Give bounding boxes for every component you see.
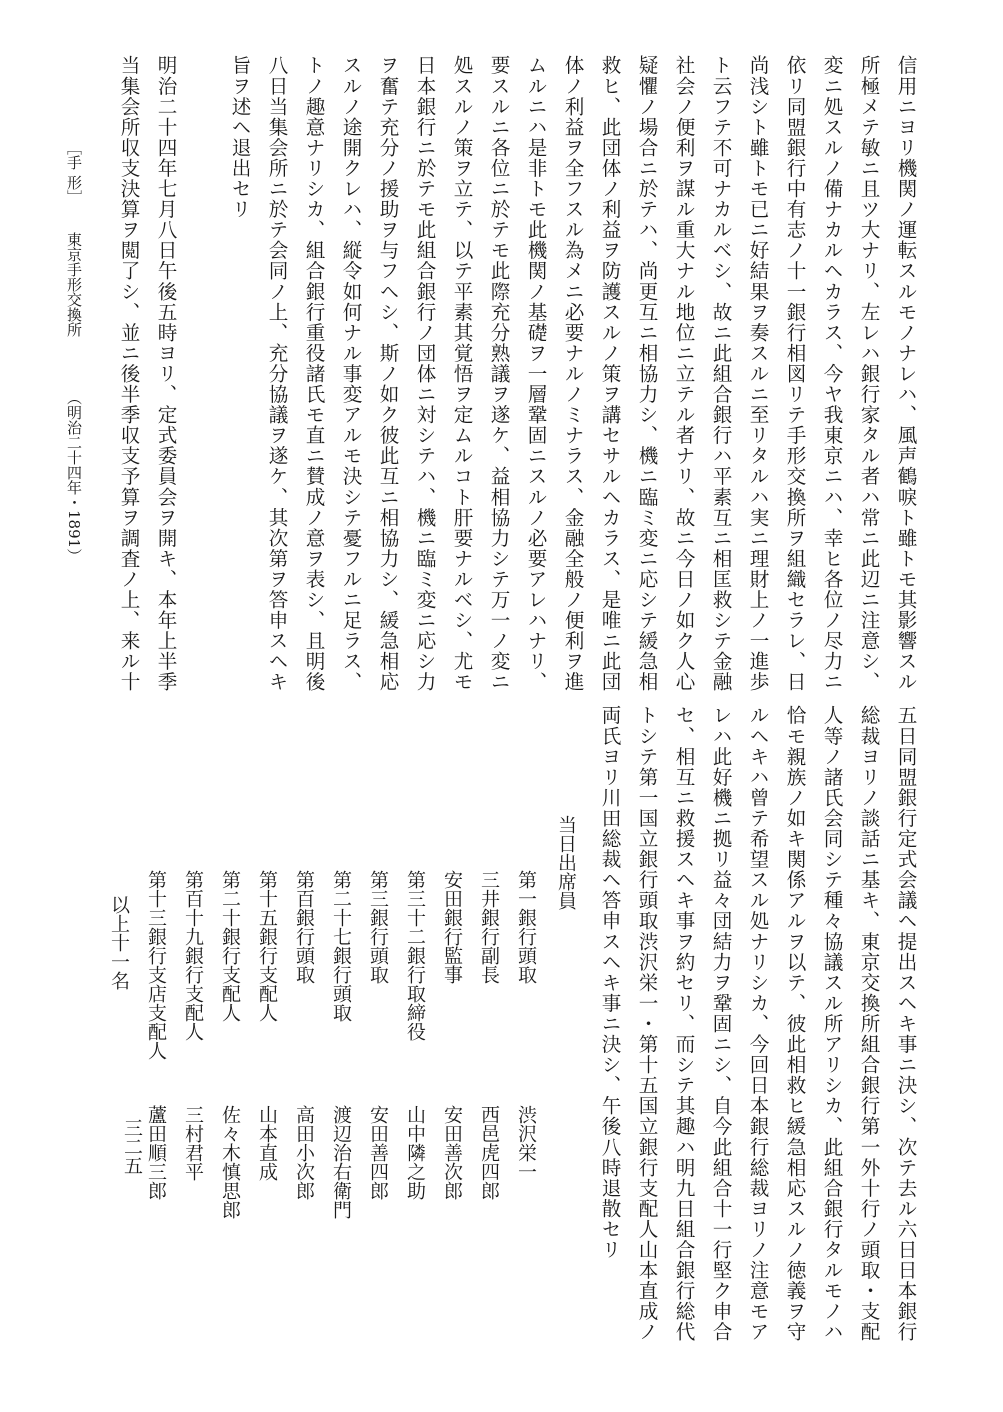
text-column: 当集会所収支決算ヲ閲了シ、並ニ後半季収支予算ヲ調査ノ上、来ル十 (117, 55, 140, 693)
text-column: 疑懼ノ場合ニ於テハ、尚更互ニ相協力シ、機ニ臨ミ変ニ応シテ緩急相 (635, 55, 658, 693)
attendee-name: 安田善四郎 (367, 1105, 389, 1200)
text-column: 所極メテ敏ニ且ツ大ナリ、左レハ銀行家タル者ハ常ニ此辺ニ注意シ、 (857, 55, 880, 693)
attendee-name: 高田小次郎 (293, 1105, 315, 1200)
attendee-title: 第二十銀行支配人 (219, 870, 241, 1022)
text-column: 五日同盟銀行定式会議ヘ提出スヘキ事ニ決シ、次テ去ル六日日本銀行 (894, 705, 917, 1343)
attendee-title: 第百十九銀行支配人 (182, 870, 204, 1041)
text-column: セ、相互ニ救援スヘキ事ヲ約セリ、而シテ其趣ハ明九日組合銀行総代 (672, 705, 695, 1343)
header-era: （明治二十四年・1891） (65, 390, 83, 564)
text-column: 要スルニ各位ニ於テモ此際充分熟議ヲ遂ケ、益相協力シテ万一ノ変ニ (487, 55, 510, 693)
text-column: レハ此好機ニ拠リ益々団結力ヲ鞏固ニシ、自今此組合十一行堅ク申合 (709, 705, 732, 1343)
text-column: ムルニハ是非トモ此機関ノ基礎ヲ一層鞏固ニスルノ必要アレハナリ、 (524, 55, 547, 693)
text-column: 救ヒ、此団体ノ利益ヲ防護スルノ策ヲ講セサルヘカラス、是唯ニ此団 (598, 55, 621, 693)
attendee-name: 山本直成 (256, 1105, 278, 1181)
attendee-title: 第一銀行頭取 (515, 870, 537, 984)
text-column: 八日当集会所ニ於テ会同ノ上、充分協議ヲ遂ケ、其次第ヲ答申スヘキ (265, 55, 288, 693)
text-column: 体ノ利益ヲ全フスル為メニ必要ナルノミナラス、金融全般ノ便利ヲ進 (561, 55, 584, 693)
page-number: 三二五 (121, 1118, 143, 1175)
header-category: ［手 形］ (65, 140, 83, 205)
text-column: 変ニ処スルノ備ナカルヘカラス、今ヤ我東京ニハ、幸ヒ各位ノ尽力ニ (820, 55, 843, 693)
text-column: 依リ同盟銀行中有志ノ十一銀行相図リテ手形交換所ヲ組織セラレ、日 (783, 55, 806, 693)
attendee-name: 三村君平 (182, 1105, 204, 1181)
attendee-name: 佐々木慎思郎 (219, 1105, 241, 1219)
text-column: スルノ途開クレハ、縦令如何ナル事変アルモ決シテ憂フルニ足ラス、 (339, 55, 362, 693)
attendee-title: 第百銀行頭取 (293, 870, 315, 984)
text-column: 旨ヲ述ヘ退出セリ (228, 55, 251, 220)
attendee-name: 安田善次郎 (441, 1105, 463, 1200)
attendance-total: 以上十一名 (108, 895, 130, 990)
attendee-name: 山中隣之助 (404, 1105, 426, 1200)
attendee-name: 西邑虎四郎 (478, 1105, 500, 1200)
text-column: 人等ノ諸氏会同シテ種々協議スル所アリシカ、此組合銀行タルモノハ (820, 705, 843, 1343)
attendee-name: 渋沢栄一 (515, 1105, 537, 1181)
attendee-title: 第十五銀行支配人 (256, 870, 278, 1022)
text-column: トシテ第一国立銀行頭取渋沢栄一・第十五国立銀行支配人山本直成ノ (635, 705, 658, 1343)
attendee-title: 第三銀行頭取 (367, 870, 389, 984)
attendee-title: 第十三銀行支店支配人 (145, 870, 167, 1060)
text-column: 総裁ヨリノ談話ニ基キ、東京交換所組合銀行第一外十行ノ頭取・支配 (857, 705, 880, 1343)
text-column: 処スルノ策ヲ立テ、以テ平素其覚悟ヲ定ムルコト肝要ナルベシ、尤モ (450, 55, 473, 693)
text-column: ト云フテ不可ナカルベシ、故ニ此組合銀行ハ平素互ニ相匡救シテ金融 (709, 55, 732, 693)
text-column: ヲ奮テ充分ノ援助ヲ与フヘシ、斯ノ如ク彼此互ニ相協力シ、緩急相応 (376, 55, 399, 693)
text-column: トノ趣意ナリシカ、組合銀行重役諸氏モ直ニ賛成ノ意ヲ表シ、且明後 (302, 55, 325, 693)
attendee-title: 安田銀行監事 (441, 870, 463, 984)
text-column: 尚浅シト雖トモ已ニ好結果ヲ奏スルニ至リタルハ実ニ理財上ノ一進歩 (746, 55, 769, 693)
text-column: 明治二十四年七月八日午後五時ヨリ、定式委員会ヲ開キ、本年上半季 (154, 55, 177, 693)
attendance-heading: 当日出席員 (555, 815, 577, 910)
text-column: 日本銀行ニ於テモ此組合銀行ノ団体ニ対シテハ、機ニ臨ミ変ニ応シ力 (413, 55, 436, 693)
text-column: ルヘキハ曾テ希望スル処ナリシカ、今回日本銀行総裁ヨリノ注意モア (746, 705, 769, 1343)
attendee-name: 渡辺治右衛門 (330, 1105, 352, 1219)
header-section: 東京手形交換所 (65, 232, 83, 337)
attendee-title: 第三十二銀行取締役 (404, 870, 426, 1041)
text-column: 信用ニヨリ機関ノ運転スルモノナレハ、風声鶴唳ト雖トモ其影響スル (894, 55, 917, 693)
text-column: 両氏ヨリ川田総裁ヘ答申スヘキ事ニ決シ、午後八時退散セリ (598, 705, 621, 1260)
attendee-name: 蘆田順三郎 (145, 1105, 167, 1200)
attendee-title: 三井銀行副長 (478, 870, 500, 984)
text-column: 恰モ親族ノ如キ関係アルヲ以テ、彼此相救ヒ緩急相応スルノ徳義ヲ守 (783, 705, 806, 1343)
text-column: 社会ノ便利ヲ謀ル重大ナル地位ニ立テル者ナリ、故ニ今日ノ如ク人心 (672, 55, 695, 693)
attendee-title: 第二十七銀行頭取 (330, 870, 352, 1022)
